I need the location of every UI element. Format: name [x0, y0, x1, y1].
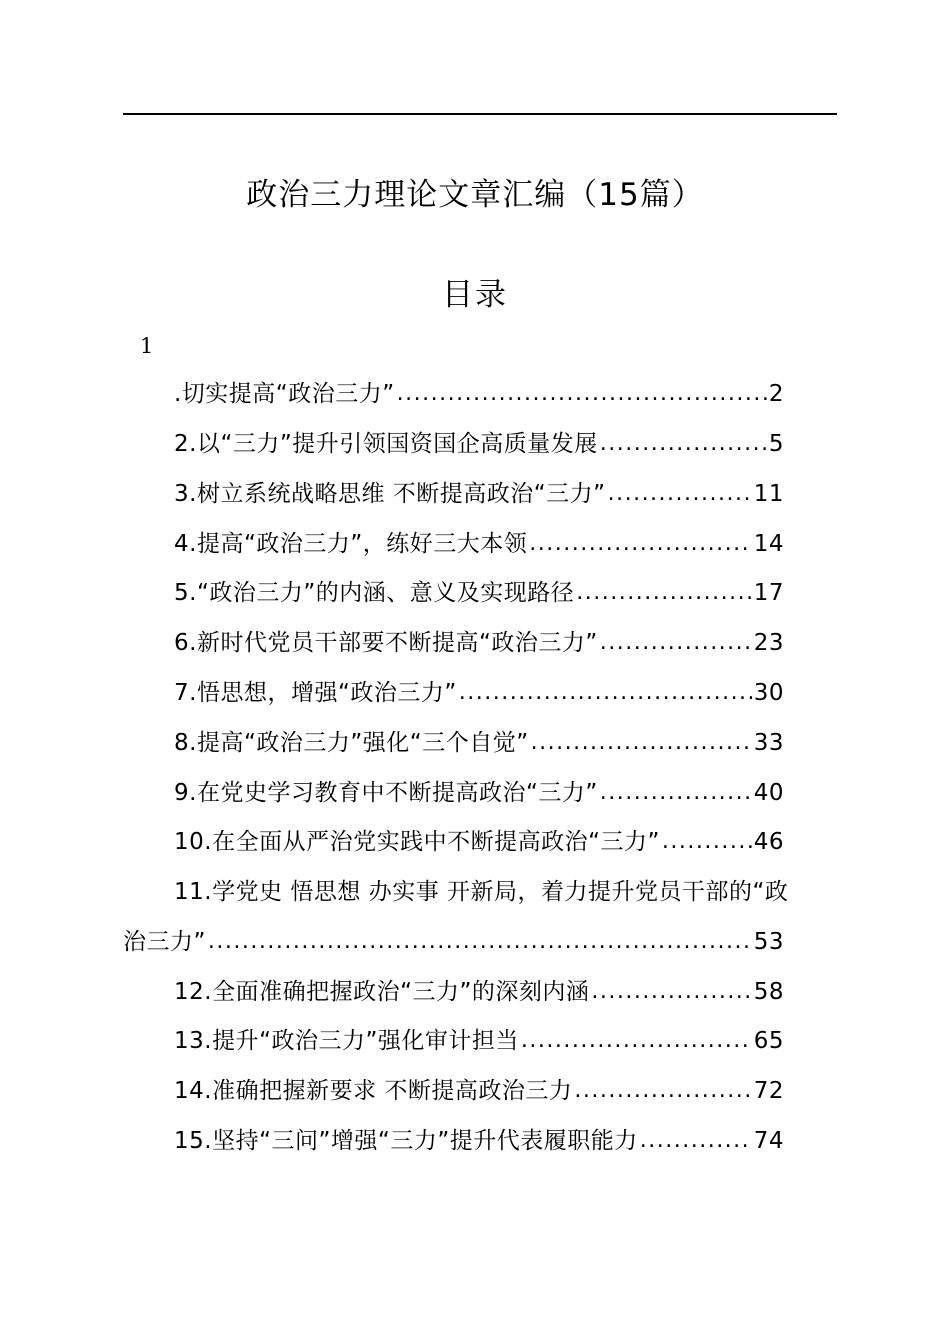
- toc-entry-page: 17: [753, 580, 784, 606]
- toc-leader-dots: [640, 1124, 752, 1158]
- toc-leader-dots: [608, 477, 752, 511]
- toc-leader-dots: [574, 1074, 751, 1108]
- toc-entry-12[interactable]: [174, 975, 784, 1009]
- toc-entry-page: 65: [753, 1028, 784, 1054]
- toc-entry-page: 40: [753, 780, 784, 806]
- toc-entry-4[interactable]: [174, 527, 784, 561]
- toc-entry-9[interactable]: [174, 776, 784, 810]
- toc-entry-page: 2: [768, 381, 784, 407]
- toc-leader-dots: [397, 377, 767, 411]
- document-title: 政治三力理论文章汇编（15篇）: [246, 177, 704, 213]
- toc-entry-page: 74: [753, 1128, 784, 1154]
- toc-entry-15[interactable]: [174, 1124, 784, 1158]
- toc-entry-title: 13.提升“政治三力”强化审计担当: [174, 1028, 519, 1054]
- toc-entry-page: 72: [753, 1078, 784, 1104]
- toc-leader-dots: [459, 676, 752, 710]
- toc-entry-14[interactable]: [174, 1074, 784, 1108]
- toc-entry-title: 8.提高“政治三力”强化“三个自觉”: [174, 730, 529, 756]
- toc-leader-dots: [662, 825, 752, 859]
- toc-entry-3[interactable]: [174, 477, 784, 511]
- toc-leader-dots: [576, 576, 751, 610]
- toc-entry-title: 15.坚持“三问”增强“三力”提升代表履职能力: [174, 1128, 638, 1154]
- toc-entry-10[interactable]: [174, 825, 784, 859]
- toc-entry-page: 30: [753, 680, 784, 706]
- toc-entry-7[interactable]: [174, 676, 784, 710]
- toc-leader-dots: [529, 527, 751, 561]
- toc-entry-page: 33: [753, 730, 784, 756]
- toc-entry-title: .切实提高“政治三力”: [174, 381, 395, 407]
- toc-entry-5[interactable]: [174, 576, 784, 610]
- stray-number: 1: [140, 334, 154, 358]
- toc-entry-title: 6.新时代党员干部要不断提高“政治三力”: [174, 630, 598, 656]
- toc-leader-dots: [521, 1024, 752, 1058]
- toc-leader-dots: [600, 427, 767, 461]
- toc-leader-dots: [600, 626, 752, 660]
- toc-entry-1[interactable]: [174, 377, 784, 411]
- toc-entry-title-continued: 治三力”: [123, 929, 206, 955]
- toc-entry-page: 5: [768, 431, 784, 457]
- toc-entry-page: 46: [753, 829, 784, 855]
- toc-entry-title: 11.学党史 悟思想 办实事 开新局，着力提升党员干部的“政: [174, 879, 789, 905]
- toc-leader-dots: [600, 776, 752, 810]
- toc-entry-title: 2.以“三力”提升引领国资国企高质量发展: [174, 431, 598, 457]
- toc-entry-13[interactable]: [174, 1024, 784, 1058]
- toc-entry-title: 14.准确把握新要求 不断提高政治三力: [174, 1078, 573, 1104]
- toc-entry-11-continued[interactable]: [123, 925, 784, 959]
- toc-entry-page: 11: [753, 481, 784, 507]
- toc-entry-title: 9.在党史学习教育中不断提高政治“三力”: [174, 780, 598, 806]
- toc-entry-page: 58: [753, 979, 784, 1005]
- toc-entry-6[interactable]: [174, 626, 784, 660]
- toc-entry-title: 10.在全面从严治党实践中不断提高政治“三力”: [174, 829, 660, 855]
- toc-entry-8[interactable]: [174, 726, 784, 760]
- toc-entry-title: 12.全面准确把握政治“三力”的深刻内涵: [174, 979, 590, 1005]
- toc-entry-page: 53: [753, 929, 784, 955]
- toc-heading: 目录: [442, 277, 508, 313]
- toc-entry-title: 5.“政治三力”的内涵、意义及实现路径: [174, 580, 575, 606]
- toc-leader-dots: [208, 925, 752, 959]
- toc-entry-title: 4.提高“政治三力”，练好三大本领: [174, 531, 528, 557]
- toc-entry-title: 3.树立系统战略思维 不断提高政治“三力”: [174, 481, 606, 507]
- toc-entry-title: 7.悟思想，增强“政治三力”: [174, 680, 457, 706]
- toc-entry-2[interactable]: [174, 427, 784, 461]
- toc-entry-page: 14: [753, 531, 784, 557]
- toc-leader-dots: [531, 726, 752, 760]
- toc-leader-dots: [591, 975, 751, 1009]
- toc-entry-page: 23: [753, 630, 784, 656]
- toc-entry-11[interactable]: [174, 875, 840, 909]
